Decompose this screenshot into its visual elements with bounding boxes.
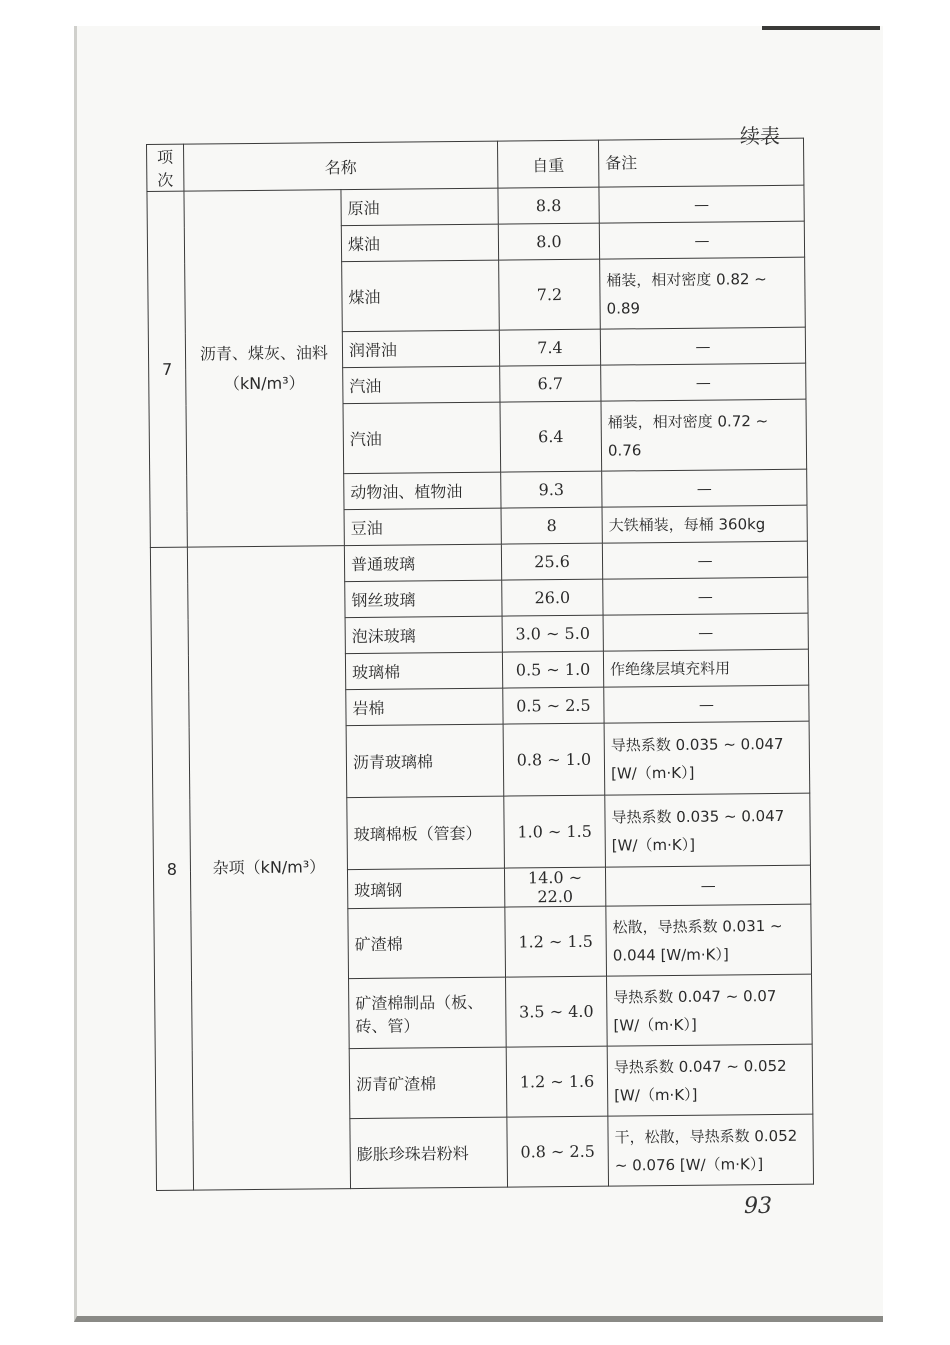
remark: — [599, 221, 804, 259]
material-name: 膨胀珍珠岩粉料 [350, 1117, 508, 1189]
remark: — [600, 327, 805, 365]
material-name: 原油 [341, 188, 498, 226]
self-weight-value: 9.3 [501, 471, 602, 508]
item-number: 8 [150, 547, 193, 1190]
material-name: 豆油 [344, 508, 501, 546]
header-name: 名称 [184, 141, 498, 191]
remark: 导热系数 0.047 ~ 0.07 [W/（m·K）] [607, 974, 813, 1046]
self-weight-table [146, 138, 814, 1191]
self-weight-value: 8.0 [498, 223, 599, 260]
self-weight-value: 0.8 ~ 2.5 [507, 1116, 609, 1187]
self-weight-value: 3.0 ~ 5.0 [502, 615, 603, 652]
material-name: 汽油 [343, 366, 500, 404]
self-weight-value: 7.2 [499, 259, 601, 330]
self-weight-value: 0.8 ~ 1.0 [503, 723, 605, 796]
header-note: 备注 [598, 138, 803, 187]
top-rule [762, 26, 880, 30]
self-weight-value: 0.5 ~ 1.0 [502, 651, 603, 688]
self-weight-value: 0.5 ~ 2.5 [503, 687, 604, 724]
material-name: 普通玻璃 [344, 544, 501, 582]
remark: 大铁桶装，每桶 360kg [602, 505, 807, 543]
material-name: 矿渣棉制品（板、砖、管） [349, 977, 507, 1049]
remark: 作绝缘层填充料用 [603, 649, 808, 687]
remark: — [603, 577, 808, 615]
self-weight-value: 1.2 ~ 1.6 [506, 1046, 608, 1117]
material-name: 煤油 [342, 260, 500, 332]
self-weight-value: 25.6 [501, 543, 602, 580]
material-name: 沥青玻璃棉 [346, 724, 504, 798]
remark: — [602, 541, 807, 579]
page-number: 93 [744, 1194, 772, 1219]
material-name: 玻璃棉 [345, 652, 502, 690]
remark: — [605, 865, 810, 906]
self-weight-value: 3.5 ~ 4.0 [506, 976, 608, 1047]
header-no: 项次 [147, 144, 184, 191]
material-name: 煤油 [341, 224, 498, 262]
item-number: 7 [147, 191, 187, 547]
remark: 干，松散，导热系数 0.052 ~ 0.076 [W/（m·K）] [608, 1114, 814, 1186]
remark: 导热系数 0.047 ~ 0.052 [W/（m·K）] [607, 1044, 813, 1116]
remark: 松散，导热系数 0.031 ~ 0.044 [W/m·K）] [606, 904, 812, 976]
self-weight-value: 8 [501, 507, 602, 544]
material-name: 玻璃棉板（管套） [347, 796, 505, 870]
material-name: 矿渣棉 [348, 907, 506, 979]
header-weight: 自重 [497, 140, 598, 188]
category-name: 沥青、煤灰、油料（kN/m³） [184, 190, 344, 547]
material-name: 玻璃钢 [347, 868, 504, 909]
self-weight-value: 7.4 [499, 329, 600, 366]
remark: — [601, 363, 806, 401]
self-weight-value: 1.2 ~ 1.5 [505, 906, 607, 977]
self-weight-value: 1.0 ~ 1.5 [504, 795, 606, 868]
material-name: 钢丝玻璃 [345, 580, 502, 618]
remark: — [602, 469, 807, 507]
remark: 桶装，相对密度 0.72 ~ 0.76 [601, 399, 807, 471]
remark: — [604, 685, 809, 723]
material-name: 泡沫玻璃 [345, 616, 502, 654]
self-weight-value: 26.0 [502, 579, 603, 616]
remark: 导热系数 0.035 ~ 0.047 [W/（m·K）] [604, 721, 810, 795]
self-weight-value: 14.0 ~ 22.0 [504, 867, 605, 907]
remark: — [603, 613, 808, 651]
self-weight-value: 6.4 [500, 401, 602, 472]
header-row [147, 138, 804, 191]
material-name: 沥青矿渣棉 [349, 1047, 507, 1119]
category-name: 杂项（kN/m³） [187, 546, 350, 1190]
material-name: 汽油 [343, 402, 501, 474]
self-weight-value: 6.7 [500, 365, 601, 402]
self-weight-value: 8.8 [498, 187, 599, 224]
material-name: 岩棉 [346, 688, 503, 726]
continued-label: 续表 [740, 124, 780, 148]
remark: 桶装，相对密度 0.82 ~ 0.89 [600, 257, 806, 329]
remark: 导热系数 0.035 ~ 0.047 [W/（m·K）] [605, 793, 811, 867]
material-name: 润滑油 [342, 330, 499, 368]
remark: — [599, 185, 804, 223]
material-name: 动物油、植物油 [344, 472, 501, 510]
